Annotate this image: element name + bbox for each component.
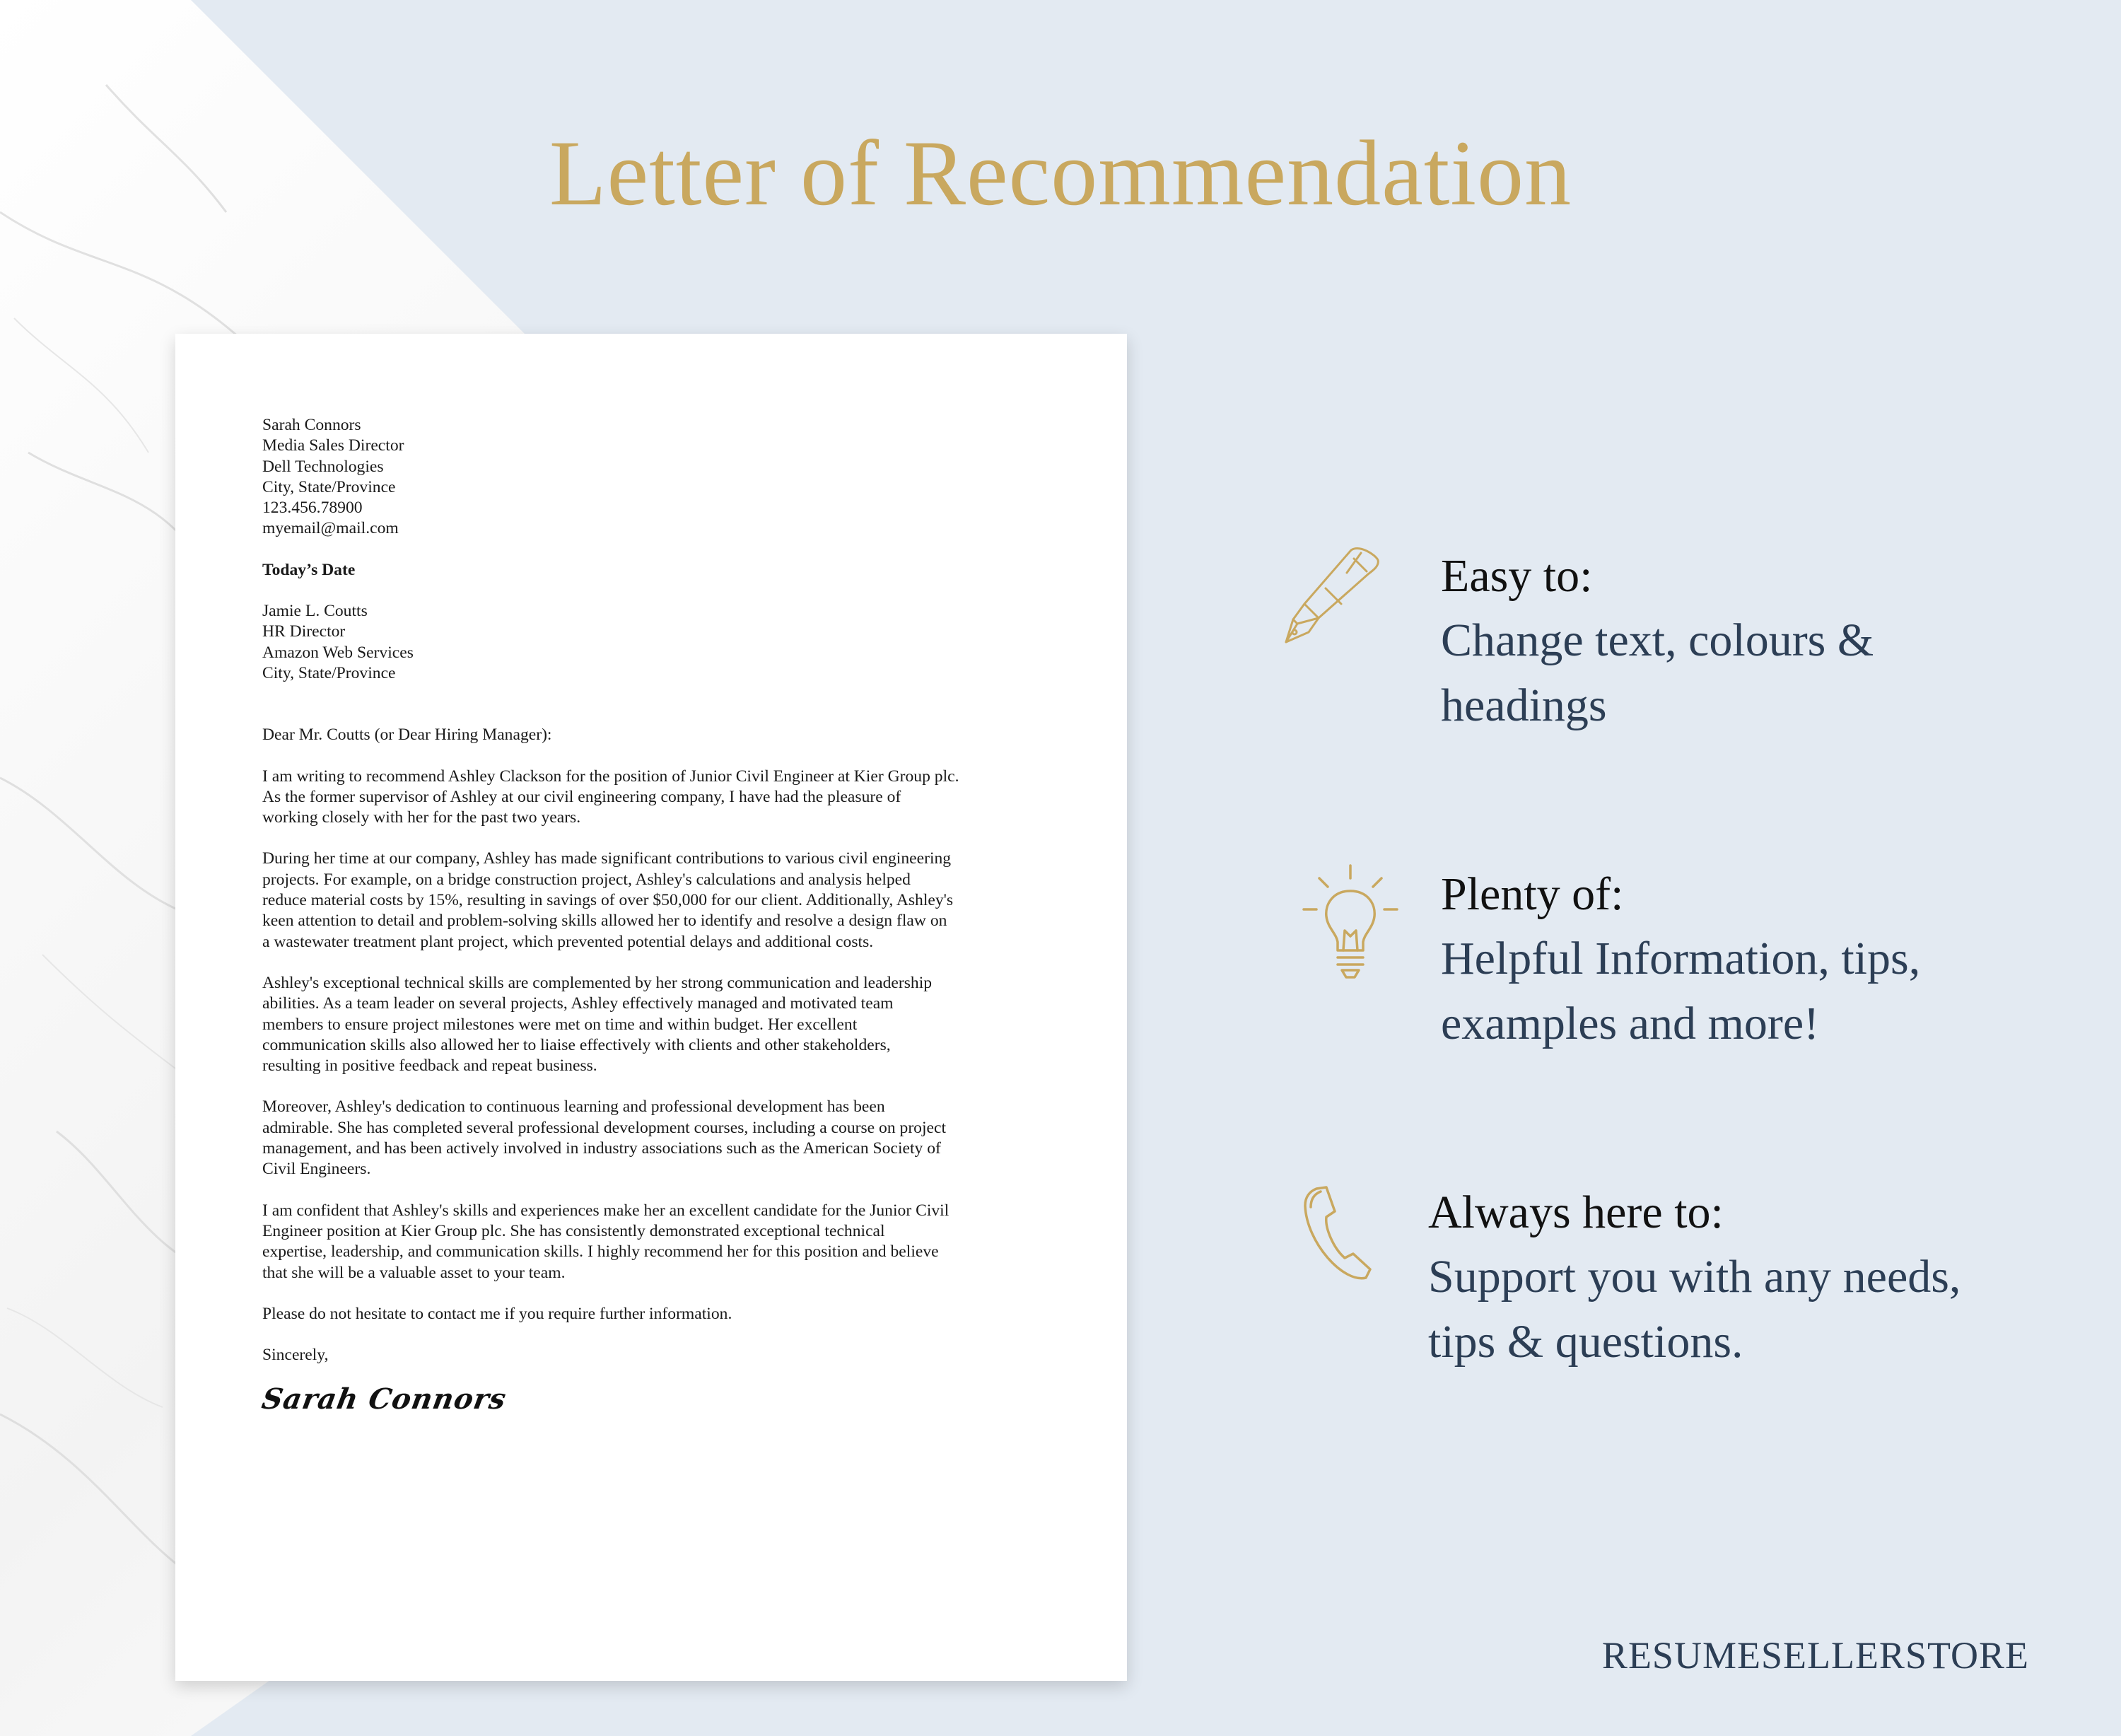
feature-heading: Always here to:: [1428, 1187, 1724, 1238]
paragraph-line: Civil Engineers.: [262, 1160, 371, 1179]
feature-support: [1428, 1181, 2050, 1375]
paragraph-line: During her time at our company, Ashley has made significant contributions to various civil engineering: [262, 849, 952, 868]
paragraph-line: projects. For example, on a bridge construction project, Ashley's calculations and analysis helped: [262, 870, 911, 889]
paragraph-line: As the former supervisor of Ashley at our civil engineering company, I have had the pleasure of: [262, 787, 901, 806]
letter-paragraph: [262, 1201, 1047, 1283]
closing: Sincerely,: [262, 1346, 329, 1365]
sender-email: myemail@mail.com: [262, 519, 399, 538]
sender-title: Media Sales Director: [262, 436, 404, 455]
letter-paragraph: [262, 767, 1047, 829]
paragraph-line: management, and has been actively involved in industry associations such as the American Society of: [262, 1139, 941, 1158]
letter-paragraph: [262, 849, 1047, 952]
paragraph-line: reduce material costs by 15%, resulting in savings of over $50,000 for our client. Additionally, Ashley's: [262, 891, 954, 910]
sender-city: City, State/Province: [262, 477, 396, 496]
recipient-company: Amazon Web Services: [262, 643, 414, 662]
letter-content: [259, 415, 1047, 1416]
feature-body: [1441, 926, 2021, 1056]
paragraph-line: Ashley's exceptional technical skills are complemented by her strong communication and leadership: [262, 973, 933, 992]
sender-phone: 123.456.78900: [262, 499, 363, 518]
feature-body-line: tips & questions.: [1428, 1316, 1743, 1368]
paragraph-line: members to ensure project milestones were met on time and within budget. Her excellent: [262, 1015, 858, 1034]
recipient-address: [262, 601, 1047, 684]
fountain-pen-icon: [1283, 544, 1382, 650]
paragraph-line: Moreover, Ashley's dedication to continuous learning and professional development has been: [262, 1097, 885, 1117]
paragraph-line: Please do not hesitate to contact me if you require further information.: [262, 1304, 732, 1323]
feature-body: [1428, 1245, 2050, 1375]
feature-body-line: examples and more!: [1441, 998, 1820, 1049]
paragraph-line: expertise, leadership, and communication skills. I highly recommend her for this position and believe: [262, 1242, 939, 1262]
paragraph-line: keen attention to detail and problem-solving skills allowed her to identify and resolve a design flaw on: [262, 911, 947, 931]
recipient-title: HR Director: [262, 622, 346, 641]
brand-name: RESUMESELLERSTORE: [1601, 1634, 2029, 1677]
paragraph-line: that she will be a valuable asset to your team.: [262, 1263, 566, 1282]
feature-easy: [1441, 544, 2021, 738]
paragraph-line: abilities. As a team leader on several projects, Ashley effectively managed and motivated team: [262, 994, 894, 1013]
page-title: Letter of Recommendation: [549, 121, 1572, 225]
feature-body-line: Helpful Information, tips,: [1441, 933, 1921, 984]
paragraph-line: Engineer position at Kier Group plc. She has consistently demonstrated exceptional technical: [262, 1221, 885, 1240]
paragraph-line: a wastewater treatment plant project, which prevented potential delays and additional costs.: [262, 932, 874, 951]
letter-document: [175, 334, 1127, 1681]
paragraph-line: resulting in positive feedback and repeat business.: [262, 1056, 597, 1076]
recipient-name: Jamie L. Coutts: [262, 602, 368, 621]
feature-body-line: headings: [1441, 680, 1607, 731]
feature-body-line: Support you with any needs,: [1428, 1251, 1961, 1303]
paragraph-line: I am confident that Ashley's skills and experiences make her an excellent candidate for the Junior Civil: [262, 1201, 950, 1220]
phone-icon: [1301, 1184, 1379, 1286]
letter-paragraph: [262, 973, 1047, 1076]
sender-company: Dell Technologies: [262, 457, 384, 476]
feature-plenty: [1441, 863, 2021, 1056]
letter-date: Today’s Date: [262, 560, 356, 579]
paragraph-line: working closely with her for the past two years.: [262, 808, 581, 827]
sender-name: Sarah Connors: [262, 416, 361, 434]
feature-body: [1441, 608, 2021, 738]
letter-paragraph: [262, 1304, 1047, 1324]
salutation: Dear Mr. Coutts (or Dear Hiring Manager):: [262, 726, 552, 745]
paragraph-line: admirable. She has completed several professional development courses, including a course on project: [262, 1118, 947, 1137]
paragraph-line: communication skills also allowed her to liaise effectively with clients and other stakeholders,: [262, 1035, 891, 1054]
feature-heading: Easy to:: [1441, 550, 1593, 602]
feature-body-line: Change text, colours &: [1441, 614, 1874, 666]
lightbulb-icon: [1301, 863, 1400, 986]
feature-heading: Plenty of:: [1441, 868, 1624, 920]
signature: Sarah Connors: [259, 1382, 509, 1416]
recipient-city: City, State/Province: [262, 663, 396, 682]
letter-paragraph: [262, 1097, 1047, 1179]
sender-address: [262, 415, 1047, 540]
paragraph-line: I am writing to recommend Ashley Clackson for the position of Junior Civil Engineer at Kier Group plc.: [262, 767, 959, 786]
